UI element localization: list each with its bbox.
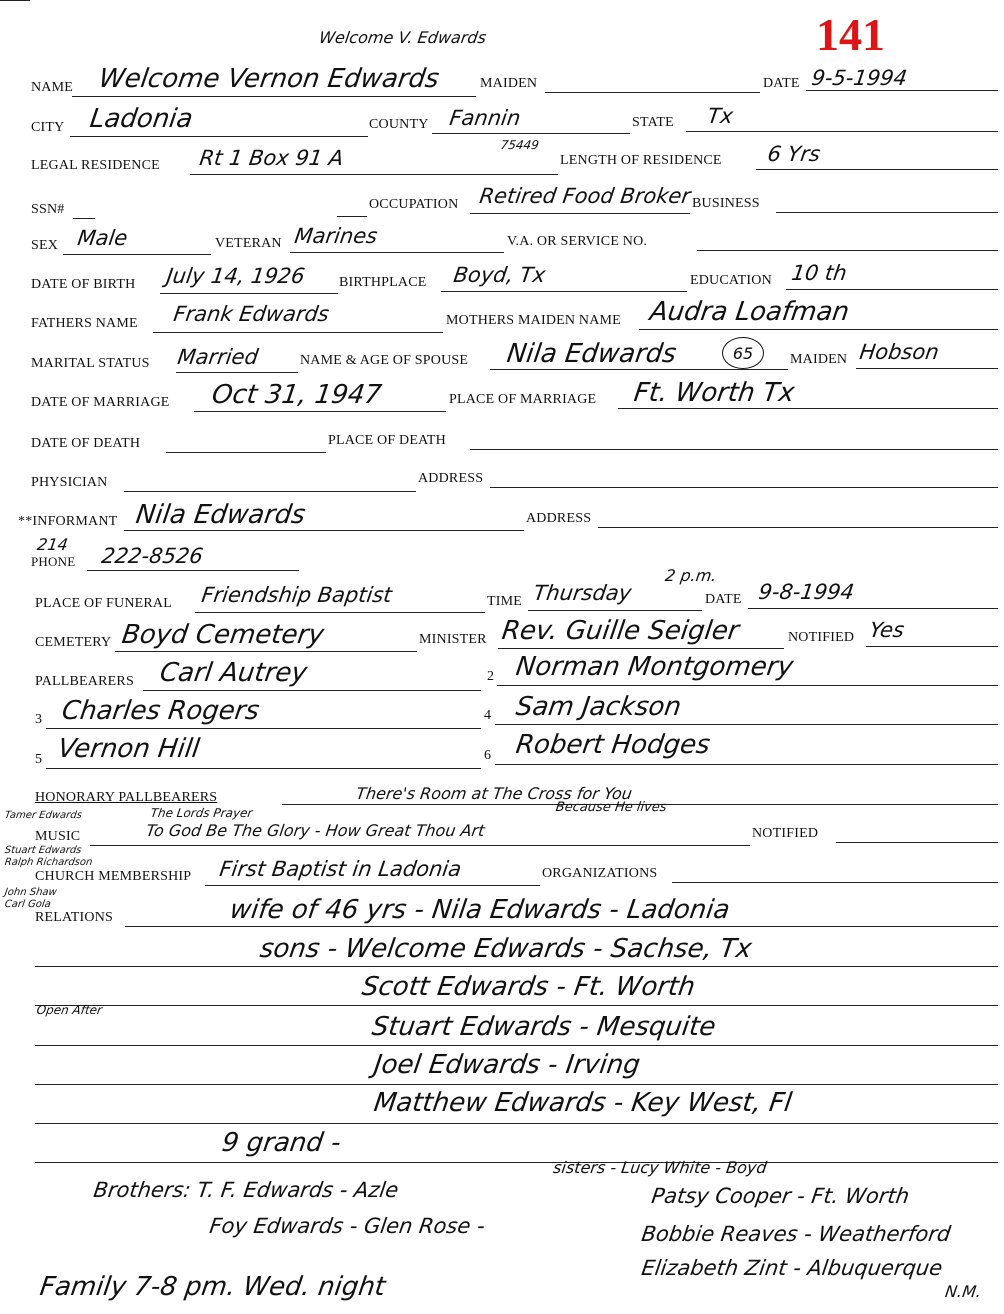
music-line-1: There's Room at The Cross for You [355, 784, 634, 803]
occupation-line [470, 213, 690, 214]
state-label: STATE [632, 115, 674, 130]
margin-name-1: Tamer Edwards [4, 810, 83, 821]
sex-label: SEX [31, 238, 59, 253]
minister-value: Rev. Guille Seigler [500, 616, 741, 646]
ssn-line [73, 218, 95, 219]
pallbearer-5: Vernon Hill [56, 734, 202, 764]
mother-value: Audra Loafman [648, 297, 852, 327]
state-value: Tx [706, 104, 735, 128]
margin-name-4: John Shaw [4, 887, 58, 898]
pod-label: PLACE OF DEATH [328, 433, 446, 448]
informant-address-line [598, 527, 998, 528]
relations-line-3 [35, 1005, 998, 1006]
physician-address-label: ADDRESS [418, 471, 484, 486]
pallbearer-no-5: 5 [35, 752, 43, 767]
maiden-label: MAIDEN [480, 76, 538, 91]
pallbearers-label: PALLBEARERS [35, 674, 134, 689]
length-residence-value: 6 Yrs [766, 142, 822, 166]
funeral-place-value: Friendship Baptist [200, 583, 394, 607]
birthplace-label: BIRTHPLACE [339, 275, 427, 290]
dom-label: DATE OF MARRIAGE [31, 395, 170, 410]
music-label: MUSIC [35, 829, 81, 844]
pod-line [470, 449, 998, 450]
corner-mark [0, 0, 30, 1]
spouse-maiden-value: Hobson [858, 340, 941, 364]
notified-label: NOTIFIED [788, 630, 855, 645]
pom-value: Ft. Worth Tx [632, 378, 797, 408]
marital-value: Married [176, 345, 260, 369]
mother-label: MOTHERS MAIDEN NAME [446, 313, 621, 328]
father-label: FATHERS NAME [31, 316, 138, 331]
physician-line [124, 491, 416, 492]
spouse-maiden-line [856, 368, 998, 369]
time-label: TIME [487, 594, 523, 609]
relation-1: wife of 46 yrs - Nila Edwards - Ladonia [228, 895, 732, 925]
occupation-value: Retired Food Broker [478, 184, 692, 208]
city-label: CITY [31, 120, 65, 135]
margin-name-5: Carl Gola [4, 899, 52, 910]
music-line-1b: Because He lives [554, 800, 668, 815]
name-label: NAME [31, 80, 74, 95]
zip-value: 75449 [499, 138, 540, 152]
length-residence-line [756, 169, 998, 170]
sister-4: Elizabeth Zint - Albuquerque [640, 1256, 944, 1280]
pallbearer-4: Sam Jackson [514, 692, 684, 722]
brother-2: Foy Edwards - Glen Rose - [208, 1214, 487, 1238]
honorary-label: HONORARY PALLBEARERS [35, 790, 218, 805]
relation-3: Scott Edwards - Ft. Worth [360, 972, 698, 1002]
date-line [806, 90, 998, 91]
brother-1: Brothers: T. F. Edwards - Azle [92, 1178, 401, 1202]
ssn-line-2 [337, 216, 367, 217]
marital-line [176, 372, 298, 373]
county-value: Fannin [448, 106, 523, 130]
pallbearer-no-3: 3 [35, 712, 43, 727]
education-line [786, 289, 998, 290]
legal-residence-line [190, 174, 558, 175]
va-label: V.A. OR SERVICE NO. [507, 234, 648, 249]
relation-6: Matthew Edwards - Key West, Fl [372, 1088, 794, 1118]
spouse-line [490, 369, 788, 370]
father-line [153, 332, 443, 333]
minister-line [498, 648, 784, 649]
time-line [528, 610, 702, 611]
pallbearer-no-6: 6 [484, 748, 492, 763]
birthplace-value: Boyd, Tx [452, 263, 547, 287]
funeral-place-line [195, 612, 485, 613]
veteran-line [290, 252, 504, 253]
pallbearer-2: Norman Montgomery [514, 652, 796, 682]
business-label: BUSINESS [692, 196, 760, 211]
pallbearer-6: Robert Hodges [514, 730, 712, 760]
dod-label: DATE OF DEATH [31, 436, 141, 451]
pallbearer-no-4: 4 [484, 708, 492, 723]
phone-value: 222-8526 [100, 544, 205, 568]
cemetery-value: Boyd Cemetery [120, 620, 326, 650]
education-label: EDUCATION [690, 273, 772, 288]
pallbearer-no-2: 2 [487, 669, 495, 684]
spouse-maiden-label: MAIDEN [790, 352, 848, 367]
relations-line-1 [125, 926, 998, 927]
spouse-label: NAME & AGE OF SPOUSE [300, 353, 469, 368]
funeral-date-label: DATE [705, 592, 742, 607]
father-value: Frank Edwards [172, 302, 331, 326]
music-notified-label: NOTIFIED [752, 826, 819, 841]
time-value: Thursday [532, 581, 634, 605]
relations-line-5 [35, 1084, 998, 1085]
dod-line [166, 452, 326, 453]
relations-line-4 [35, 1045, 998, 1046]
pallbearer-1: Carl Autrey [158, 658, 310, 688]
business-line [776, 212, 998, 213]
spouse-age: 65 [722, 337, 764, 369]
organizations-line [672, 882, 998, 883]
name-value: Welcome Vernon Edwards [97, 64, 441, 94]
mother-line [639, 329, 998, 330]
pom-label: PLACE OF MARRIAGE [449, 392, 597, 407]
sister-2: Patsy Cooper - Ft. Worth [650, 1184, 911, 1208]
open-after-note: Open After [35, 1003, 104, 1017]
relation-5: Joel Edwards - Irving [372, 1050, 643, 1080]
music-line-2: The Lords Prayer [149, 806, 254, 820]
music-notified-line [836, 842, 998, 843]
relation-4: Stuart Edwards - Mesquite [370, 1012, 718, 1042]
veteran-label: VETERAN [215, 236, 282, 251]
church-label: CHURCH MEMBERSHIP [35, 869, 192, 884]
physician-label: PHYSICIAN [31, 475, 108, 490]
family-note: Family 7-8 pm. Wed. night [38, 1272, 388, 1302]
funeral-date-line [748, 608, 998, 609]
funeral-date-value: 9-8-1994 [757, 580, 856, 604]
time-note: 2 p.m. [664, 566, 718, 585]
margin-name-3: Ralph Richardson [4, 857, 94, 868]
pallbearer-line-1 [143, 690, 481, 691]
county-label: COUNTY [369, 117, 429, 132]
pallbearer-line-4 [495, 724, 998, 725]
sister-3: Bobbie Reaves - Weatherford [640, 1222, 953, 1246]
phone-label: PHONE [31, 554, 76, 569]
dom-line [194, 411, 446, 412]
marital-label: MARITAL STATUS [31, 356, 150, 371]
pallbearer-line-3 [46, 728, 481, 729]
education-value: 10 th [790, 261, 849, 285]
date-value: 9-5-1994 [810, 66, 909, 90]
informant-value: Nila Edwards [134, 500, 308, 530]
city-line [70, 136, 368, 137]
music-line [90, 845, 750, 846]
header-note: Welcome V. Edwards [318, 28, 488, 47]
relation-7: 9 grand - [220, 1128, 343, 1158]
informant-address-label: ADDRESS [526, 511, 592, 526]
spouse-value: Nila Edwards [505, 339, 679, 369]
dom-value: Oct 31, 1947 [210, 380, 384, 410]
maiden-line [545, 92, 760, 93]
dob-line [160, 293, 338, 294]
cemetery-label: CEMETERY [35, 635, 112, 650]
physician-address-line [490, 487, 998, 488]
sister-1: sisters - Lucy White - Boyd [552, 1158, 769, 1177]
organizations-label: ORGANIZATIONS [542, 866, 658, 881]
pallbearer-3: Charles Rogers [60, 696, 262, 726]
va-line [697, 250, 998, 251]
dob-label: DATE OF BIRTH [31, 277, 136, 292]
notified-line [866, 646, 998, 647]
dob-value: July 14, 1926 [165, 264, 307, 288]
phone-line [87, 570, 299, 571]
state-line [686, 131, 998, 132]
county-line [432, 133, 630, 134]
church-value: First Baptist in Ladonia [218, 857, 463, 881]
sex-value: Male [76, 226, 130, 250]
relation-2: sons - Welcome Edwards - Sachse, Tx [258, 934, 754, 964]
sister-4-state: N.M. [944, 1282, 983, 1301]
relations-line-7 [35, 1162, 998, 1163]
legal-residence-value: Rt 1 Box 91 A [198, 146, 346, 170]
informant-line [124, 530, 524, 531]
music-line-3: To God Be The Glory - How Great Thou Art [145, 821, 486, 840]
margin-name-2: Stuart Edwards [4, 845, 83, 856]
pallbearer-line-5 [46, 768, 481, 769]
relations-line-6 [35, 1123, 998, 1124]
church-line [205, 885, 540, 886]
birthplace-line [441, 291, 687, 292]
page-number: 141 [816, 9, 885, 60]
veteran-value: Marines [293, 224, 380, 248]
relations-label: RELATIONS [35, 910, 114, 925]
pallbearer-line-6 [495, 764, 998, 765]
relations-line-2 [35, 966, 998, 967]
pallbearer-line-2 [497, 685, 998, 686]
phone-area: 214 [36, 535, 70, 554]
notified-value: Yes [868, 618, 906, 642]
name-line [72, 96, 476, 97]
pom-line [618, 408, 998, 409]
date-label: DATE [763, 76, 800, 91]
ssn-label: SSN# [31, 202, 65, 217]
sex-line [63, 254, 211, 255]
funeral-place-label: PLACE OF FUNERAL [35, 596, 172, 611]
city-value: Ladonia [88, 104, 195, 134]
legal-residence-label: LEGAL RESIDENCE [31, 158, 160, 173]
minister-label: MINISTER [419, 632, 487, 647]
cemetery-line [115, 651, 417, 652]
length-residence-label: LENGTH OF RESIDENCE [560, 153, 722, 168]
occupation-label: OCCUPATION [369, 197, 459, 212]
informant-label: **INFORMANT [18, 514, 118, 529]
